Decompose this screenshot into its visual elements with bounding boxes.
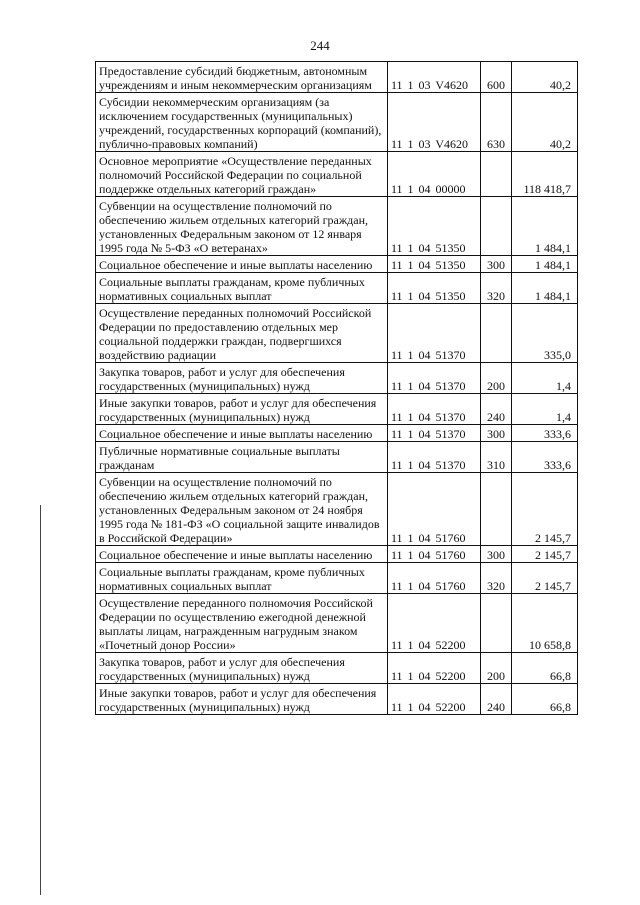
- row-amount: 2 145,7: [512, 473, 578, 546]
- row-name: Осуществление переданного полномочия Российской Федерации по осуществлению ежегодной денежной выплаты лицам, награжденным нагрудным знаком «Почетный донор России»: [96, 594, 388, 653]
- table-row: [96, 394, 578, 425]
- row-amount: 66,8: [512, 653, 578, 684]
- row-name: Социальное обеспечение и иные выплаты населению: [96, 546, 388, 563]
- row-code: 11 1 04 52200: [388, 684, 481, 715]
- table-row: [96, 256, 578, 273]
- row-expense-type: 630: [481, 93, 512, 152]
- page-number: 244: [310, 38, 330, 53]
- row-code: 11 1 04 52200: [388, 653, 481, 684]
- row-code: 11 1 04 51760: [388, 563, 481, 594]
- row-amount: 2 145,7: [512, 563, 578, 594]
- row-amount: 10 658,8: [512, 594, 578, 653]
- table-row: [96, 473, 578, 546]
- row-name: Закупка товаров, работ и услуг для обеспечения государственных (муниципальных) нужд: [96, 653, 388, 684]
- row-amount: 1 484,1: [512, 256, 578, 273]
- row-expense-type: 310: [481, 442, 512, 473]
- budget-table: [95, 61, 578, 715]
- row-code: 11 1 04 51370: [388, 442, 481, 473]
- row-amount: 333,6: [512, 442, 578, 473]
- row-name: Социальное обеспечение и иные выплаты населению: [96, 256, 388, 273]
- budget-table-body: [96, 62, 578, 715]
- row-code: 11 1 04 51350: [388, 256, 481, 273]
- table-row: [96, 363, 578, 394]
- row-name: Социальное обеспечение и иные выплаты населению: [96, 425, 388, 442]
- row-code: 11 1 04 51370: [388, 394, 481, 425]
- row-name: Основное мероприятие «Осуществление переданных полномочий Российской Федерации по социальной поддержке отдельных категорий граждан»: [96, 152, 388, 197]
- row-expense-type: [481, 473, 512, 546]
- row-name: Публичные нормативные социальные выплаты гражданам: [96, 442, 388, 473]
- row-expense-type: 300: [481, 256, 512, 273]
- row-name: Осуществление переданных полномочий Российской Федерации по предоставлению отдельных мер социальной поддержки граждан, подвергшихся воздействию радиации: [96, 304, 388, 363]
- row-name: Предоставление субсидий бюджетным, автономным учреждениям и иным некоммерческим организациям: [96, 62, 388, 93]
- row-expense-type: 240: [481, 394, 512, 425]
- row-expense-type: 200: [481, 653, 512, 684]
- row-name: Субсидии некоммерческим организациям (за исключением государственных (муниципальных) учреждений, государственных корпораций (компаний), публично-правовых компаний): [96, 93, 388, 152]
- table-row: [96, 546, 578, 563]
- row-name: Социальные выплаты гражданам, кроме публичных нормативных социальных выплат: [96, 563, 388, 594]
- table-row: [96, 62, 578, 93]
- row-amount: 1,4: [512, 363, 578, 394]
- table-row: [96, 93, 578, 152]
- row-name: Иные закупки товаров, работ и услуг для обеспечения государственных (муниципальных) нужд: [96, 394, 388, 425]
- table-row: [96, 684, 578, 715]
- row-expense-type: 300: [481, 425, 512, 442]
- row-amount: 333,6: [512, 425, 578, 442]
- row-expense-type: 300: [481, 546, 512, 563]
- row-amount: 40,2: [512, 93, 578, 152]
- row-expense-type: [481, 304, 512, 363]
- row-code: 11 1 03 V4620: [388, 93, 481, 152]
- row-name: Субвенции на осуществление полномочий по обеспечению жильем отдельных категорий граждан, установленных Федеральным законом от 12 января 1995 года № 5-ФЗ «О ветеранах»: [96, 197, 388, 256]
- row-name: Иные закупки товаров, работ и услуг для обеспечения государственных (муниципальных) нужд: [96, 684, 388, 715]
- row-code: 11 1 04 52200: [388, 594, 481, 653]
- row-name: Социальные выплаты гражданам, кроме публичных нормативных социальных выплат: [96, 273, 388, 304]
- table-row: [96, 594, 578, 653]
- row-expense-type: [481, 594, 512, 653]
- row-expense-type: [481, 197, 512, 256]
- row-amount: 1,4: [512, 394, 578, 425]
- table-row: [96, 197, 578, 256]
- row-code: 11 1 04 00000: [388, 152, 481, 197]
- row-code: 11 1 04 51350: [388, 273, 481, 304]
- row-amount: 2 145,7: [512, 546, 578, 563]
- row-expense-type: 240: [481, 684, 512, 715]
- row-amount: 1 484,1: [512, 273, 578, 304]
- row-amount: 118 418,7: [512, 152, 578, 197]
- row-expense-type: 320: [481, 273, 512, 304]
- row-amount: 1 484,1: [512, 197, 578, 256]
- table-row: [96, 273, 578, 304]
- row-amount: 66,8: [512, 684, 578, 715]
- table-row: [96, 442, 578, 473]
- table-row: [96, 563, 578, 594]
- row-name: Закупка товаров, работ и услуг для обеспечения государственных (муниципальных) нужд: [96, 363, 388, 394]
- row-code: 11 1 04 51760: [388, 546, 481, 563]
- table-row: [96, 653, 578, 684]
- row-expense-type: 600: [481, 62, 512, 93]
- row-code: 11 1 04 51350: [388, 197, 481, 256]
- row-code: 11 1 04 51370: [388, 425, 481, 442]
- row-amount: 40,2: [512, 62, 578, 93]
- row-expense-type: [481, 152, 512, 197]
- margin-line: [40, 505, 41, 895]
- table-row: [96, 304, 578, 363]
- table-row: [96, 425, 578, 442]
- table-row: [96, 152, 578, 197]
- row-amount: 335,0: [512, 304, 578, 363]
- row-name: Субвенции на осуществление полномочий по обеспечению жильем отдельных категорий граждан, установленных Федеральным законом от 24 ноября 1995 года № 181-ФЗ «О социальной защите инвалидов в Российской Федерации»: [96, 473, 388, 546]
- row-expense-type: 200: [481, 363, 512, 394]
- row-code: 11 1 04 51370: [388, 304, 481, 363]
- row-code: 11 1 03 V4620: [388, 62, 481, 93]
- row-code: 11 1 04 51760: [388, 473, 481, 546]
- row-expense-type: 320: [481, 563, 512, 594]
- row-code: 11 1 04 51370: [388, 363, 481, 394]
